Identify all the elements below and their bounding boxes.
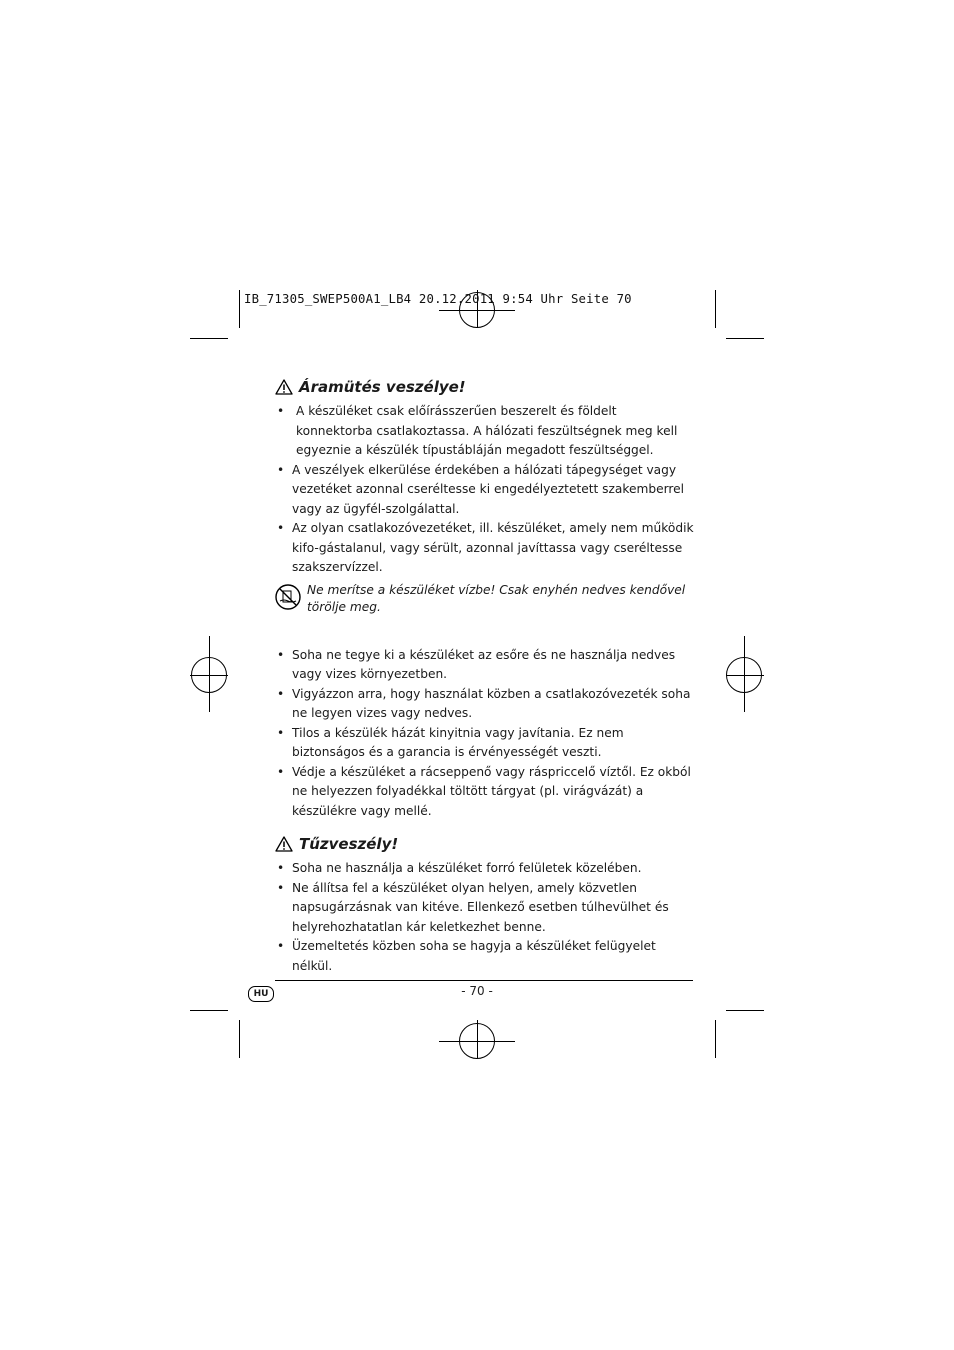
list-item: • Az olyan csatlakozóvezetéket, ill. készüléket, amely nem működik kifo-gástalanul, vagy sérült, azonnal javíttassa vagy cseréltesse szakszervízzel. bbox=[277, 521, 694, 574]
print-slug: IB_71305_SWEP500A1_LB4 20.12.2011 9:54 Uhr Seite 70 bbox=[244, 292, 632, 306]
crop-mark bbox=[239, 1020, 240, 1058]
bullet-list bbox=[275, 402, 695, 578]
crop-mark bbox=[190, 1010, 228, 1011]
no-immersion-icon bbox=[275, 584, 301, 610]
crop-mark bbox=[726, 338, 764, 339]
crop-mark bbox=[239, 290, 240, 328]
bullet-list bbox=[275, 646, 695, 822]
crop-mark bbox=[715, 290, 716, 328]
list-item: • Ne állítsa fel a készüléket olyan helyen, amely közvetlen napsugárzásnak van kitéve. Ellenkező esetben túlhevülhet és helyrehozhatatlan kár keletkezhet benne. bbox=[277, 880, 669, 934]
warning-triangle-icon bbox=[275, 836, 293, 852]
crop-mark bbox=[726, 1010, 764, 1011]
warning-triangle-icon bbox=[275, 379, 293, 395]
section-heading-electric-shock bbox=[275, 378, 695, 396]
safety-content bbox=[275, 378, 695, 976]
section-heading-fire-hazard bbox=[275, 835, 695, 853]
section-title: Áramütés veszélye! bbox=[299, 378, 466, 396]
footer-divider bbox=[275, 980, 693, 981]
list-item: • Vigyázzon arra, hogy használat közben a csatlakozóvezeték soha ne legyen vizes vagy nedves. bbox=[277, 686, 691, 720]
list-item: • Soha ne tegye ki a készüléket az esőre és ne használja nedves vagy vizes környezetben. bbox=[277, 647, 676, 681]
crop-mark bbox=[190, 338, 228, 339]
note-text: Ne merítse a készüléket vízbe! Csak enyhén nedves kendővel törölje meg. bbox=[307, 582, 686, 614]
section-title: Tűzveszély! bbox=[299, 835, 399, 853]
list-item: • Tilos a készülék házát kinyitnia vagy javítania. Ez nem biztonságos és a garancia is érvényességét veszti. bbox=[277, 725, 624, 759]
page-number: - 70 - bbox=[461, 984, 493, 998]
list-item: • A veszélyek elkerülése érdekében a hálózati tápegységet vagy vezetéket azonnal cseréltesse ki engedélyeztetett szakemberrel vagy az ügyfél-szolgálattal. bbox=[277, 462, 685, 516]
crop-mark bbox=[715, 1020, 716, 1058]
list-item: • A készüléket csak előírásszerűen beszerelt és földelt konnektorba csatlakoztassa. A hálózati feszültségnek meg kell egyeznie a készülék típustábláján megadott feszültséggel. bbox=[277, 404, 678, 457]
list-item: • Védje a készüléket a rácseppenő vagy ráspriccelő víztől. Ez okból ne helyezzen folyadékkal töltött tárgyat (pl. virágvázát) a készülékre vagy mellé. bbox=[277, 764, 691, 818]
language-badge: HU bbox=[248, 986, 274, 1002]
list-item: • Soha ne használja a készüléket forró felületek közelében. bbox=[277, 861, 642, 875]
no-immersion-note bbox=[275, 582, 695, 618]
list-item: • Üzemeltetés közben soha se hagyja a készüléket felügyelet nélkül. bbox=[277, 939, 656, 973]
bullet-list bbox=[275, 859, 695, 976]
